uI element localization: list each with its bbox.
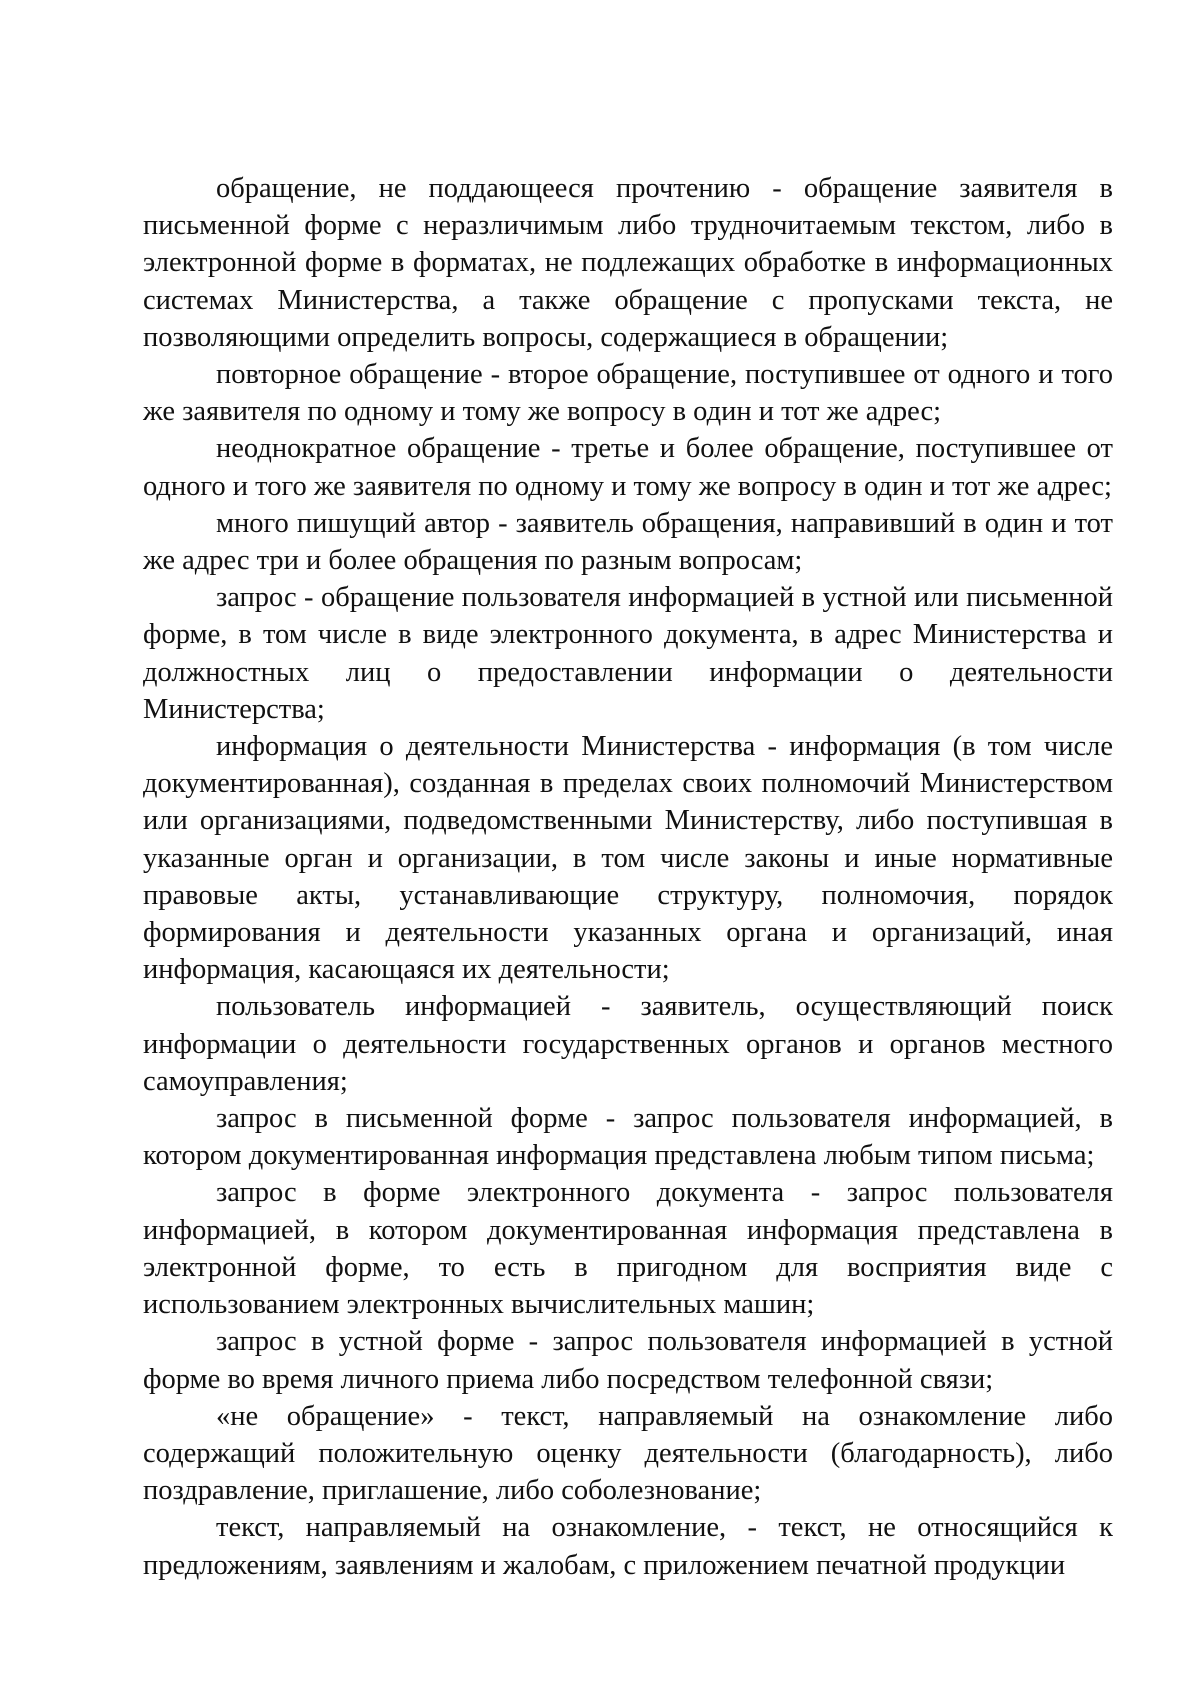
paragraph-informational-text: текст, направляемый на ознакомление, - текст, не относящийся к предложениям, заявлениям и жалобам, с приложением печатной продукции	[143, 1512, 1113, 1581]
paragraph-electronic-request: запрос в форме электронного документа - запрос пользователя информацией, в котором документированная информация представлена в электронной форме, то есть в пригодном для восприятия виде с использованием электронных вычислительных машин;	[143, 1177, 1113, 1321]
paragraph-request: запрос - обращение пользователя информацией в устной или письменной форме, в том числе в виде электронного документа, в адрес Министерства и должностных лиц о предоставлении информации о деятельности Министерства;	[143, 582, 1113, 725]
paragraph-unreadable-appeal: обращение, не поддающееся прочтению - обращение заявителя в письменной форме с неразличимым либо трудночитаемым текстом, либо в электронной форме в форматах, не подлежащих обработке в информационных системах Министерства, а также обращение с пропусками текста, не позволяющими определить вопросы, содержащиеся в обращении;	[143, 173, 1113, 353]
paragraph-written-request: запрос в письменной форме - запрос пользователя информацией, в котором документированная информация представлена любым типом письма;	[143, 1103, 1113, 1172]
paragraph-information-user: пользователь информацией - заявитель, осуществляющий поиск информации о деятельности государственных органов и органов местного самоуправления;	[143, 991, 1113, 1097]
paragraph-not-appeal: «не обращение» - текст, направляемый на ознакомление либо содержащий положительную оценку деятельности (благодарность), либо поздравление, приглашение, либо соболезнование;	[143, 1400, 1113, 1507]
paragraph-repeated-appeal: повторное обращение - второе обращение, поступившее от одного и того же заявителя по одному и тому же вопросу в один и тот же адрес;	[143, 359, 1113, 428]
paragraph-multiple-appeal: неоднократное обращение - третье и более обращение, поступившее от одного и того же заявителя по одному и тому же вопросу в один и тот же адрес;	[143, 433, 1113, 502]
paragraph-oral-request: запрос в устной форме - запрос пользователя информацией в устной форме во время личного приема либо посредством телефонной связи;	[143, 1326, 1113, 1395]
paragraph-prolific-author: много пишущий автор - заявитель обращения, направивший в один и тот же адрес три и более обращения по разным вопросам;	[143, 507, 1113, 577]
paragraph-ministry-information: информация о деятельности Министерства - информация (в том числе документированная), созданная в пределах своих полномочий Министерством или организациями, подведомственными Министерству, либо поступившая в указанные орган и организации, в том числе законы и иные нормативные правовые акты, устанавливающие структуру, полномочия, порядок формирования и деятельности указанных органа и организаций, иная информация, касающаяся их деятельности;	[143, 731, 1113, 986]
document-page	[143, 170, 1113, 1584]
